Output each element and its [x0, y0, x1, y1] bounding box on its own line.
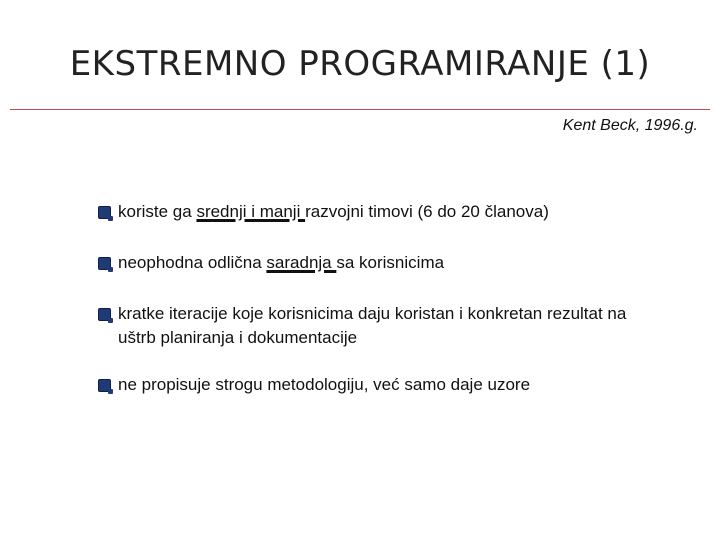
title-divider	[10, 109, 710, 110]
slide-title: EKSTREMNO PROGRAMIRANJE (1)	[69, 44, 651, 84]
bullet-text: neophodna odlična saradnja sa korisnicima	[118, 253, 445, 272]
bullet-item	[98, 200, 549, 224]
checkbox-bullet-icon	[98, 206, 111, 219]
bullet-item	[98, 373, 530, 397]
bullet-text: kratke iteracije koje korisnicima daju koristan i konkretan rezultat na uštrb planiranja i dokumentacije	[118, 304, 627, 347]
bullet-text: ne propisuje strogu metodologiju, već samo daje uzore	[118, 375, 531, 394]
bullet-item	[98, 251, 444, 275]
checkbox-bullet-icon	[98, 379, 111, 392]
underlined-text: srednji i manji	[196, 202, 306, 221]
checkbox-bullet-icon	[98, 257, 111, 270]
checkbox-bullet-icon	[98, 308, 111, 321]
slide-subtitle: Kent Beck, 1996.g.	[562, 117, 698, 134]
bullet-text: koriste ga srednji i manji razvojni timovi (6 do 20 članova)	[118, 202, 549, 221]
underlined-text: saradnja	[266, 253, 337, 272]
bullet-item	[98, 302, 658, 350]
